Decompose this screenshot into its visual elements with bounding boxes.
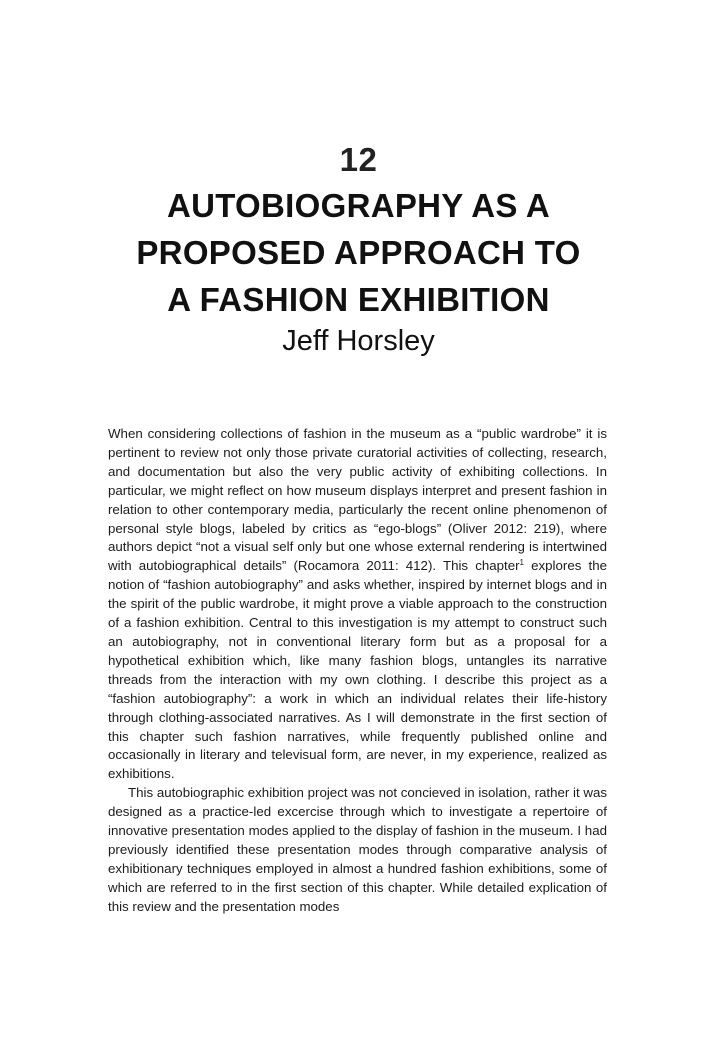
paragraph-text: When considering collections of fashion in the museum as a “public wardrobe” it is pertinent to review not only those private curatorial activities of collecting, research, and documentation but also the very public activity of exhibiting collections. In particular, we might reflect on how museum displays interpret and present fashion in relation to other contemporary media, particularly the recent online phenomenon of personal style blogs, labeled by critics as “ego-blogs” (Oliver 2012: 219), where authors depict “not a visual self only but one whose external rendering is intertwined with autobiographical details” (Rocamora 2011: 412). This chapter — [108, 426, 607, 574]
body-paragraph: This autobiographic exhibition project was not concieved in isolation, rather it was designed as a practice-led excercise through which to investigate a repertoire of innovative presentation modes applied to the display of fashion in the museum. I had previously identified these presentation modes through comparative analysis of exhibitionary techniques employed in almost a hundred fashion exhibitions, some of which are referred to in the first section of this chapter. While detailed explication of this review and the presentation modes — [108, 785, 607, 914]
chapter-heading — [0, 138, 717, 361]
paragraph-text: explores the notion of “fashion autobiography” and asks whether, inspired by internet blogs and in the spirit of the public wardrobe, it might prove a viable approach to the construction of a fashion exhibition. Central to this investigation is my attempt to construct such an autobiography, not in conventional literary form but as a proposal for a hypothetical exhibition which, like many fashion blogs, untangles its narrative threads from the interaction with my own clothing. I describe this project as a “fashion autobiography”: a work in which an individual relates their life-history through clothing-associated narratives. As I will demonstrate in the first section of this chapter such fashion narratives, while frequently published online and occasionally in literary and televisual form, are never, in my experience, realized as exhibitions. — [108, 558, 607, 782]
chapter-author: Jeff Horsley — [282, 325, 435, 357]
chapter-title-line: PROPOSED APPROACH TO — [136, 234, 581, 271]
footnote-marker[interactable]: 1 — [519, 558, 524, 568]
chapter-body — [108, 425, 607, 917]
chapter-title-line: A FASHION EXHIBITION — [167, 281, 550, 318]
chapter-number: 12 — [339, 141, 378, 178]
chapter-title — [0, 182, 717, 323]
body-paragraph — [108, 425, 607, 784]
chapter-title-line: AUTOBIOGRAPHY AS A — [166, 187, 551, 224]
